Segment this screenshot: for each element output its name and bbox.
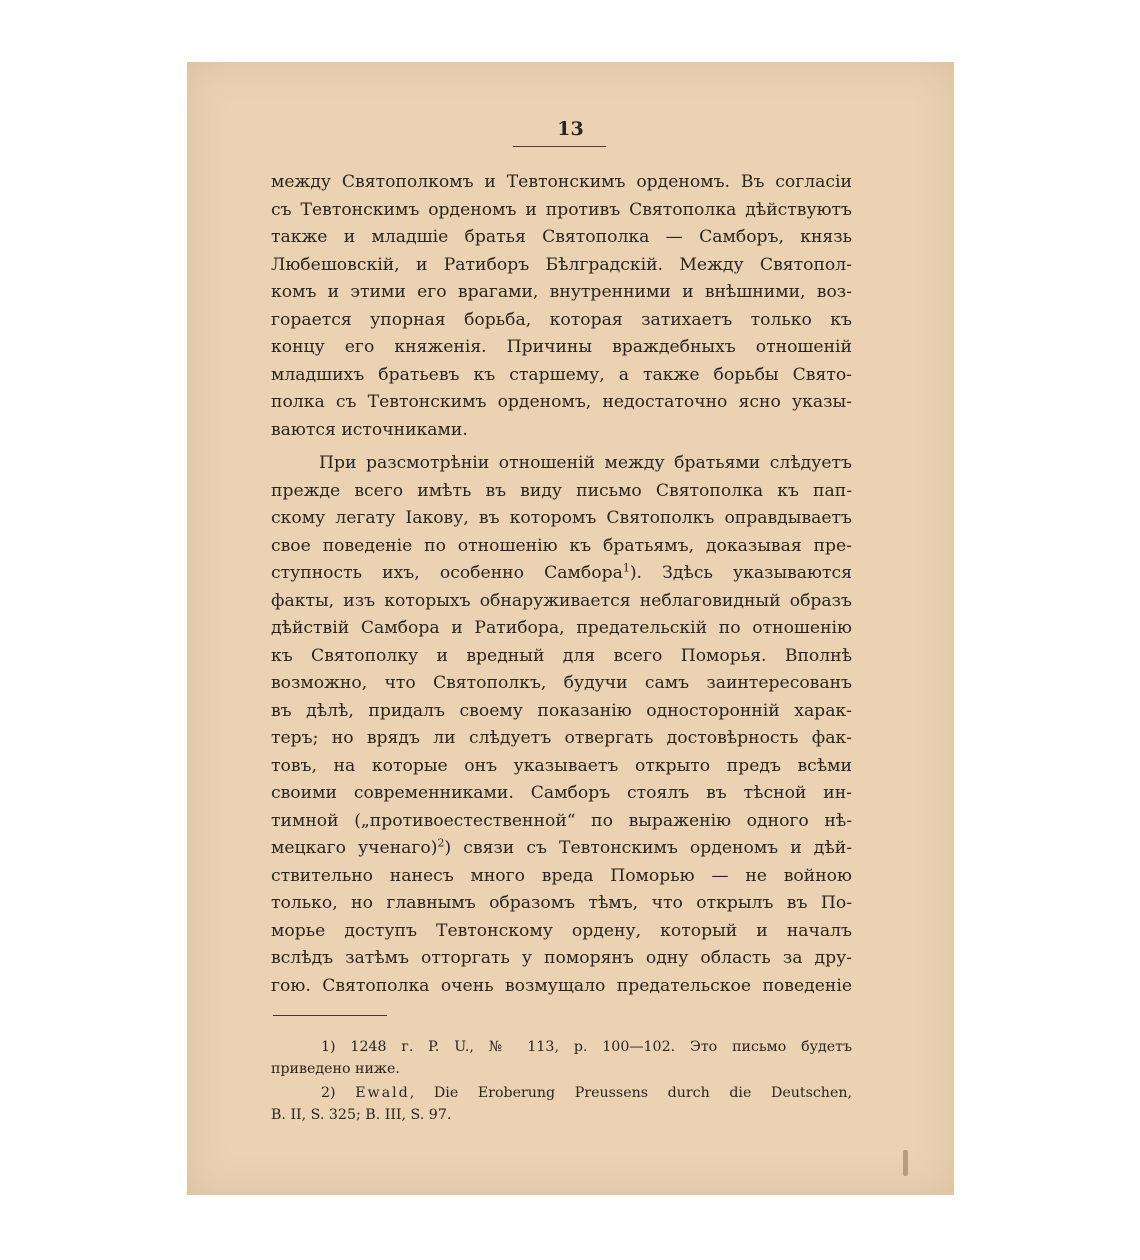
footnote-ref-1: 1	[622, 561, 630, 575]
text-fragment: ). Здѣсь указываются	[629, 563, 852, 583]
page-number: 13	[557, 118, 584, 140]
text-line: между Святополкомъ и Тевтонскимъ орденомъ. Въ согласіи	[271, 172, 852, 192]
text-line: товъ, на которые онъ указываетъ открыто предъ всѣми	[271, 755, 852, 776]
book-page	[187, 62, 954, 1195]
text-line: комъ и этими его врагами, внутренними и внѣшними, воз-	[271, 282, 852, 302]
text-line: вслѣдъ затѣмъ отторгать у поморянъ одну область за дру-	[271, 948, 852, 968]
text-line: возможно, что Святополкъ, будучи самъ заинтересованъ	[271, 673, 852, 693]
footnote-2-continued: B. II, S. 325; B. III, S. 97.	[271, 1106, 452, 1123]
footnote-1-continued: приведено ниже.	[271, 1060, 400, 1077]
text-line: къ Святополку и вредный для всего Поморья. Вполнѣ	[271, 645, 852, 666]
text-line: ваются источниками.	[271, 419, 468, 440]
footnotes	[271, 1037, 852, 1126]
text-line: свое поведеніе по отношенію къ братьямъ, доказывая пре-	[271, 535, 852, 556]
body-text	[271, 169, 852, 1000]
text-line: факты, изъ которыхъ обнаруживается неблаговидный образъ	[271, 590, 852, 611]
text-fragment: ) связи съ Тевтонскимъ орденомъ и дѣй-	[444, 838, 853, 858]
footnote-1: 1) 1248 г. P. U., № 113, p. 100—102. Это письмо будетъ	[321, 1039, 852, 1055]
text-line: горается упорная борьба, которая затихаетъ только къ	[271, 309, 852, 330]
footnote-2	[271, 1083, 852, 1105]
author-name: Ewald	[355, 1085, 410, 1101]
text-fragment: мецкаго ученаго)	[271, 838, 438, 858]
text-fragment: ступность ихъ, особенно Самбора	[271, 563, 623, 583]
citation-title: , Die Eroberung Preussens durch die Deutschen,	[409, 1085, 852, 1101]
text-line: тимной („противоестественной“ по выраженію одного нѣ-	[271, 810, 852, 831]
text-line: въ дѣлѣ, придалъ своему показанію односторонній харак-	[271, 700, 852, 721]
text-line: полка съ Тевтонскимъ орденомъ, недостаточно ясно указы-	[271, 392, 852, 412]
text-line: гою. Святополка очень возмущало предательское поведеніе	[271, 975, 852, 996]
text-line: ствительно нанесъ много вреда Поморью — не войною	[271, 865, 852, 886]
text-line-with-footnote	[271, 560, 852, 588]
text-line: своими современниками. Самборъ стоялъ въ тѣсной ин-	[271, 783, 852, 803]
page-number-rule	[513, 146, 606, 147]
text-line: скому легату Іакову, въ которомъ Святополкъ оправдываетъ	[271, 508, 852, 528]
text-line: также и младшіе братья Святополка — Самборъ, князь	[271, 227, 852, 247]
text-line: прежде всего имѣть въ виду письмо Святополка къ пап-	[271, 480, 852, 501]
text-line: только, но главнымъ образомъ тѣмъ, что открылъ въ По-	[271, 893, 852, 913]
text-line-with-footnote	[271, 835, 852, 863]
text-line: съ Тевтонскимъ орденомъ и противъ Святополка дѣйствуютъ	[271, 199, 852, 220]
footnote-rule	[273, 1015, 387, 1016]
text-line: Любешовскій, и Ратиборъ Бѣлградскій. Между Святопол-	[271, 254, 852, 275]
text-line: концу его княженія. Причины враждебныхъ отношеній	[271, 337, 852, 357]
text-line: дѣйствій Самбора и Ратибора, предательскій по отношенію	[271, 618, 852, 638]
text-line: теръ; но врядъ ли слѣдуетъ отвергать достовѣрность фак-	[271, 728, 852, 748]
footnote-marker: 2)	[321, 1085, 336, 1101]
text-line: морье доступъ Тевтонскому ордену, который и началъ	[271, 920, 852, 941]
text-line: младшихъ братьевъ къ старшему, а также борьбы Свято-	[271, 364, 852, 385]
text-line: При разсмотрѣніи отношеній между братьями слѣдуетъ	[319, 453, 852, 473]
page-smudge	[903, 1150, 908, 1176]
footnote-ref-2: 2	[437, 836, 445, 850]
